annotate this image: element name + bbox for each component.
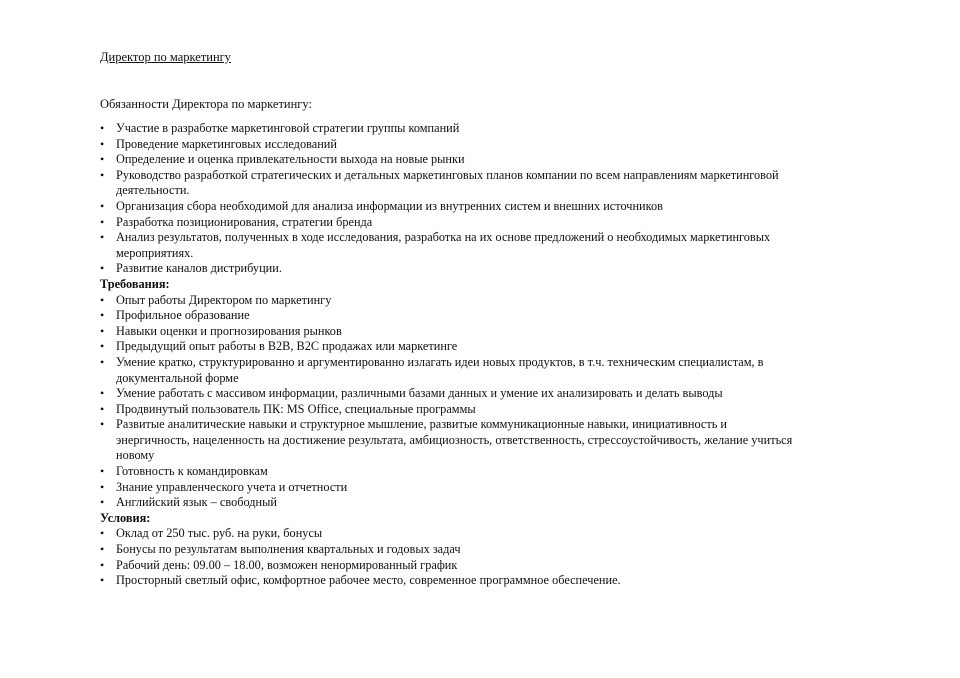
list-item — [100, 137, 800, 153]
bullet-icon: • — [100, 152, 105, 167]
list-item-text: Участие в разработке маркетинговой стратегии группы компаний — [116, 121, 460, 135]
list-item — [100, 230, 800, 261]
list-item — [100, 355, 800, 386]
list-item-text: Просторный светлый офис, комфортное рабочее место, современное программное обеспечение. — [116, 573, 621, 588]
bullet-icon: • — [100, 261, 105, 276]
list-item — [100, 308, 800, 324]
duties-heading: Обязанности Директора по маркетингу: — [100, 97, 312, 111]
list-item-text: Оклад от 250 тыс. руб. на руки, бонусы — [116, 526, 323, 541]
bullet-icon: • — [100, 292, 105, 307]
bullet-icon: • — [100, 542, 105, 557]
list-item — [100, 324, 800, 340]
list-item-text: Опыт работы Директором по маркетингу — [116, 292, 332, 307]
list-item — [100, 573, 800, 589]
bullet-icon: • — [100, 573, 105, 588]
list-item-text: Умение кратко, структурированно и аргументированно излагать идеи новых продуктов, в т.ч. техническим специалистам, в документальной форме — [116, 354, 764, 385]
bullet-icon: • — [100, 495, 105, 510]
duties-list — [100, 121, 800, 277]
bullet-icon: • — [100, 136, 105, 151]
list-item-text: Готовность к командировкам — [116, 464, 268, 479]
requirements-list — [100, 293, 800, 511]
bullet-icon: • — [100, 121, 105, 135]
list-item-text: Развитые аналитические навыки и структурное мышление, развитые коммуникационные навыки, инициативность и энергичность, нацеленность на достижение результата, амбициозность, ответственность, стрессоустойчивость, желание учиться новому — [116, 417, 793, 463]
bullet-icon: • — [100, 323, 105, 338]
bullet-icon: • — [100, 464, 105, 479]
list-item-text: Проведение маркетинговых исследований — [116, 136, 337, 151]
bullet-icon: • — [100, 198, 105, 213]
list-item-text: Продвинутый пользователь ПК: MS Office, специальные программы — [116, 401, 476, 416]
list-item — [100, 558, 800, 574]
list-item-text: Навыки оценки и прогнозирования рынков — [116, 323, 342, 338]
list-item — [100, 402, 800, 418]
list-item — [100, 261, 800, 277]
list-item — [100, 480, 800, 496]
bullet-icon: • — [100, 214, 105, 229]
bullet-icon: • — [100, 354, 105, 369]
list-item-text: Разработка позиционирования, стратегии бренда — [116, 214, 373, 229]
list-item — [100, 417, 800, 464]
list-item-text: Развитие каналов дистрибуции. — [116, 261, 282, 276]
list-item — [100, 542, 800, 558]
bullet-icon: • — [100, 230, 105, 245]
list-item-text: Анализ результатов, полученных в ходе исследования, разработка на их основе предложений о необходимых маркетинговых мероприятиях. — [116, 230, 771, 260]
bullet-icon: • — [100, 339, 105, 354]
list-item-text: Руководство разработкой стратегических и детальных маркетинговых планов компании по всем направлениям маркетинговой деятельности. — [116, 167, 779, 198]
conditions-list — [100, 526, 800, 588]
document-title: Директор по маркетингу — [100, 50, 232, 64]
list-item-text: Знание управленческого учета и отчетности — [116, 479, 348, 494]
requirements-heading: Требования: — [100, 276, 170, 291]
bullet-icon: • — [100, 386, 105, 401]
list-item-text: Английский язык – свободный — [116, 495, 277, 510]
bullet-icon: • — [100, 401, 105, 416]
bullet-icon: • — [100, 167, 105, 182]
bullet-icon: • — [100, 417, 105, 432]
list-item — [100, 526, 800, 542]
list-item — [100, 199, 800, 215]
bullet-icon: • — [100, 557, 105, 572]
list-item — [100, 339, 800, 355]
list-item — [100, 215, 800, 231]
conditions-heading: Условия: — [100, 510, 151, 525]
list-item — [100, 121, 800, 137]
bullet-icon: • — [100, 526, 105, 541]
list-item-text: Умение работать с массивом информации, различными базами данных и умение их анализировать и делать выводы — [116, 386, 723, 401]
bullet-icon: • — [100, 479, 105, 494]
list-item-text: Организация сбора необходимой для анализа информации из внутренних систем и внешних источников — [116, 198, 663, 213]
list-item-text: Рабочий день: 09.00 – 18.00, возможен ненормированный график — [116, 557, 458, 572]
list-item — [100, 386, 800, 402]
document-body — [100, 121, 800, 589]
list-item — [100, 152, 800, 168]
list-item — [100, 293, 800, 309]
list-item-text: Определение и оценка привлекательности выхода на новые рынки — [116, 152, 465, 167]
list-item-text: Бонусы по результатам выполнения квартальных и годовых задач — [116, 542, 461, 557]
list-item — [100, 495, 800, 511]
list-item — [100, 168, 800, 199]
list-item — [100, 464, 800, 480]
list-item-text: Профильное образование — [116, 308, 250, 323]
bullet-icon: • — [100, 308, 105, 323]
list-item-text: Предыдущий опыт работы в B2B, B2C продажах или маркетинге — [116, 339, 458, 354]
